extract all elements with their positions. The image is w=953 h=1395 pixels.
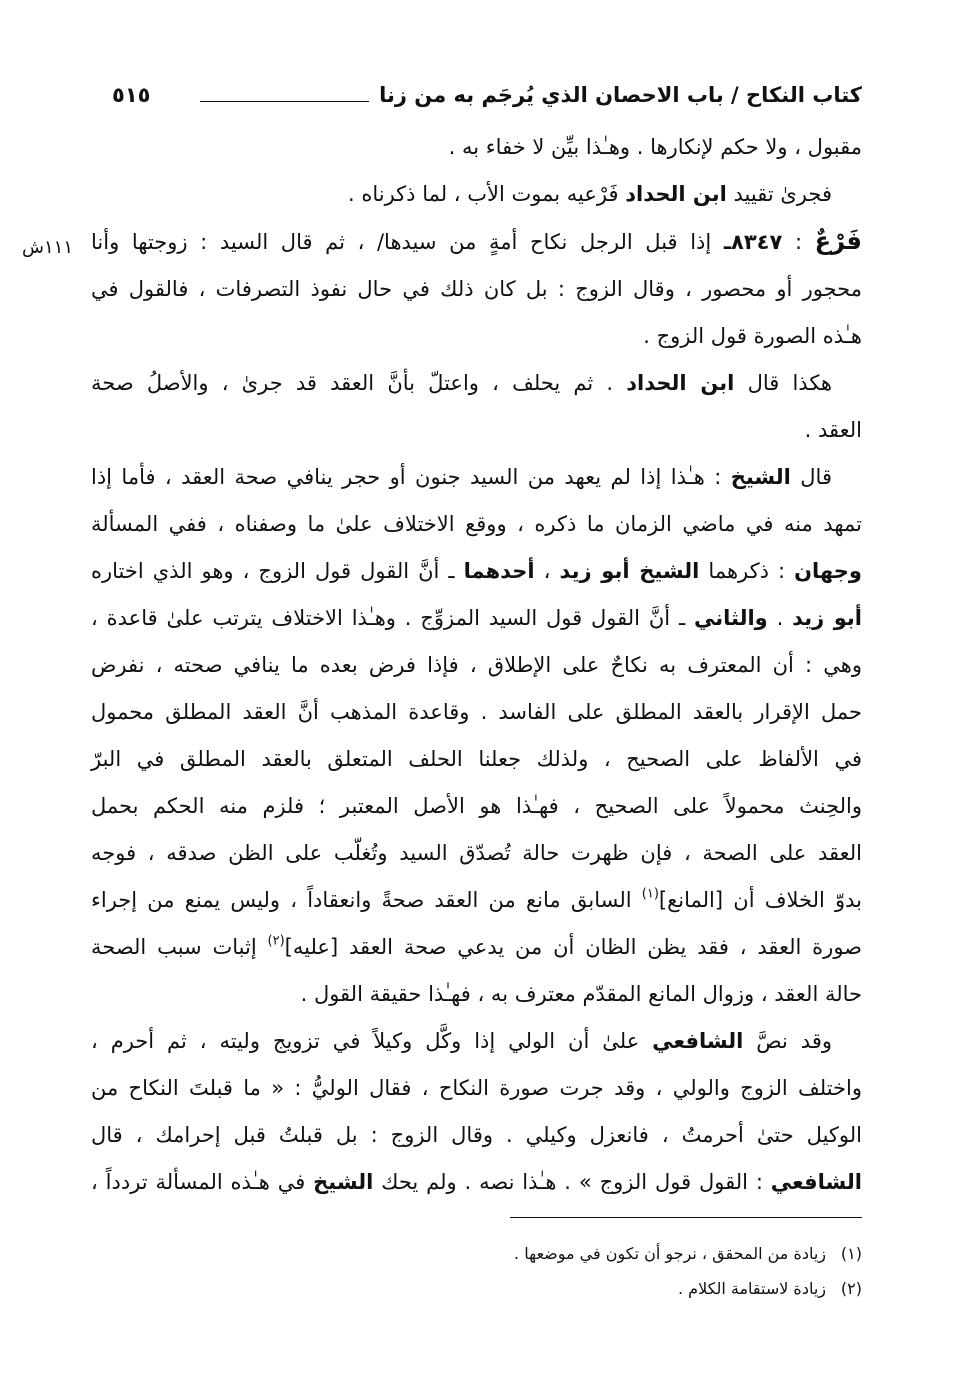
footnote-marker: (١): [840, 1244, 862, 1263]
bold-term: أحدهما: [463, 559, 535, 583]
text-line: [91, 454, 862, 501]
text-run: : ذكرهما: [699, 559, 795, 583]
text-line: [91, 218, 862, 266]
text-run: فَرْعيه بموت الأب ، لما ذكرناه .: [347, 182, 626, 206]
text-line: [91, 360, 862, 407]
text-line: [91, 642, 862, 689]
bold-term: ٨٣٤٧ـ: [723, 230, 783, 254]
paragraph: [91, 171, 862, 218]
text-run: .: [767, 606, 793, 630]
paragraph: [91, 124, 862, 171]
footnotes: [91, 1236, 862, 1306]
text-line: [91, 124, 862, 171]
bold-term: الشيخ: [730, 465, 791, 489]
text-line: [91, 783, 862, 830]
paragraph: [91, 218, 862, 360]
text-run: حالة العقد ، وزوال المانع المقدّم معترف به ، فهـٰذا حقيقة القول .: [300, 982, 862, 1006]
text-run: فجرىٰ تقييد: [726, 182, 832, 206]
text-line: [91, 736, 862, 783]
body-text: [91, 124, 862, 1206]
section-label: فَرْعٌ: [814, 227, 862, 255]
text-run: الوكيل حتىٰ أحرمتُ ، فانعزل وكيلي . وقال الزوج : بل قبلتُ قبل إحرامك ، قال: [91, 1123, 862, 1147]
text-run: :: [782, 230, 815, 254]
text-line: [91, 548, 862, 595]
text-line: [91, 407, 862, 454]
text-run: . ثم يحلف ، واعتلّ بأنَّ العقد قد جرىٰ ، والأصلُ صحة: [91, 371, 627, 395]
text-run: السابق مانع من العقد صحةً وانعقاداً ، وليس يمنع من إجراء: [91, 888, 642, 912]
text-run: بدوّ الخلاف أن [المانع]: [658, 888, 862, 912]
footnote: [91, 1236, 862, 1271]
text-run: إثبات سبب الصحة: [91, 935, 268, 959]
text-run: هكذا قال: [734, 371, 832, 395]
text-run: هـٰذه الصورة قول الزوج .: [643, 324, 862, 348]
bold-term: ابن الحداد: [625, 182, 727, 206]
paragraph: [91, 360, 862, 454]
text-run: محجور أو محصور ، وقال الزوج : بل كان ذلك في حال نفوذ التصرفات ، فالقول في: [91, 277, 862, 301]
text-line: [91, 501, 862, 548]
footnote-text: زيادة من المحقق ، نرجو أن تكون في موضعها .: [514, 1244, 826, 1263]
text-line: [91, 877, 862, 924]
text-run: وهي : أن المعترف به نكاحٌ على الإطلاق ، فإذا فرض بعده ما ينافي صحته ، نفرض: [91, 653, 862, 677]
text-run: في هـٰذه المسألة تردداً ،: [91, 1170, 314, 1194]
page-number: ٥١٥: [112, 83, 151, 107]
bold-term: أبو زيد: [792, 606, 862, 630]
bold-term: الشيخ أبو زيد: [559, 559, 700, 583]
text-line: [91, 971, 862, 1018]
text-line: [91, 266, 862, 313]
text-run: مقبول ، ولا حكم لإنكارها . وهـٰذا بيِّن لا خفاء به .: [448, 135, 862, 159]
text-line: [91, 171, 862, 218]
text-line: [91, 1018, 862, 1065]
footnote-text: زيادة لاستقامة الكلام .: [678, 1279, 826, 1298]
footnote-marker: (٢): [840, 1279, 862, 1298]
text-run: إذا قبل الرجل نكاح أمةٍ من سيدها/ ، ثم قال السيد : زوجتها وأنا: [91, 230, 724, 254]
text-line: [91, 689, 862, 736]
bold-term: الشافعي: [652, 1029, 744, 1053]
bold-term: الشافعي: [770, 1170, 862, 1194]
footnote-ref: (٢): [267, 933, 285, 949]
text-run: واختلف الزوج والولي ، وقد جرت صورة النكاح ، فقال الوليُّ : « ما قبلتَ النكاح من: [91, 1076, 862, 1100]
text-line: [91, 313, 862, 360]
text-run: العقد على الصحة ، فإن ظهرت حالة تُصدّق السيد وتُغلّب على الظن صدقه ، فوجه: [91, 841, 862, 865]
bold-term: وجهان: [794, 559, 862, 583]
text-run: العقد .: [804, 418, 862, 442]
text-run: والحِنث محمولاً على الصحيح ، فهـٰذا هو الأصل المعتبر ؛ فلزم منه الحكم بحمل: [91, 794, 862, 818]
paragraph: [91, 1018, 862, 1206]
bold-term: ابن الحداد: [626, 371, 735, 395]
footnote-ref: (١): [641, 886, 659, 902]
text-run: قال: [790, 465, 832, 489]
bold-term: والثاني: [694, 606, 768, 630]
footnote: [91, 1271, 862, 1306]
text-run: ،: [534, 559, 560, 583]
text-run: علىٰ أن الولي إذا وكَّل وكيلاً في تزويج وليته ، ثم أحرم ،: [91, 1029, 653, 1053]
text-line: [91, 1159, 862, 1206]
footnote-separator: [510, 1217, 862, 1218]
text-run: تمهد منه في ماضي الزمان ما ذكره ، ووقع الاختلاف علىٰ ما وصفناه ، ففي المسألة: [91, 512, 862, 536]
paragraph: [91, 454, 862, 1018]
text-line: [91, 595, 862, 642]
text-line: [91, 924, 862, 971]
text-run: ـ أنَّ القول قول الزوج ، وهو الذي اختاره: [91, 559, 464, 583]
text-run: ـ أنَّ القول قول السيد المزوِّج . وهـٰذا الاختلاف يترتب علىٰ قاعدة ،: [91, 606, 694, 630]
text-line: [91, 1065, 862, 1112]
header-rule: [200, 101, 369, 102]
text-run: حمل الإقرار بالعقد المطلق على الفاسد . وقاعدة المذهب أنَّ العقد المطلق محمول: [91, 700, 862, 724]
manuscript-folio-note: ١١١ش: [22, 237, 73, 258]
running-header: [112, 76, 862, 114]
text-line: [91, 830, 862, 877]
text-run: صورة العقد ، فقد يظن الظان أن من يدعي صحة العقد [عليه]: [284, 935, 863, 959]
running-title: كتاب النكاح / باب الاحصان الذي يُرجَم به من زنا: [379, 83, 862, 107]
text-line: [91, 1112, 862, 1159]
text-run: في الألفاظ على الصحيح ، ولذلك جعلنا الحلف المتعلق بالعقد المطلق في البرّ: [91, 747, 862, 771]
text-run: : هـٰذا إذا لم يعهد من السيد جنون أو حجر ينافي صحة العقد ، فأما إذا: [91, 465, 731, 489]
text-run: وقد نصَّ: [743, 1029, 833, 1053]
bold-term: الشيخ: [313, 1170, 374, 1194]
text-run: : القول قول الزوج » . هـٰذا نصه . ولم يحك: [373, 1170, 771, 1194]
